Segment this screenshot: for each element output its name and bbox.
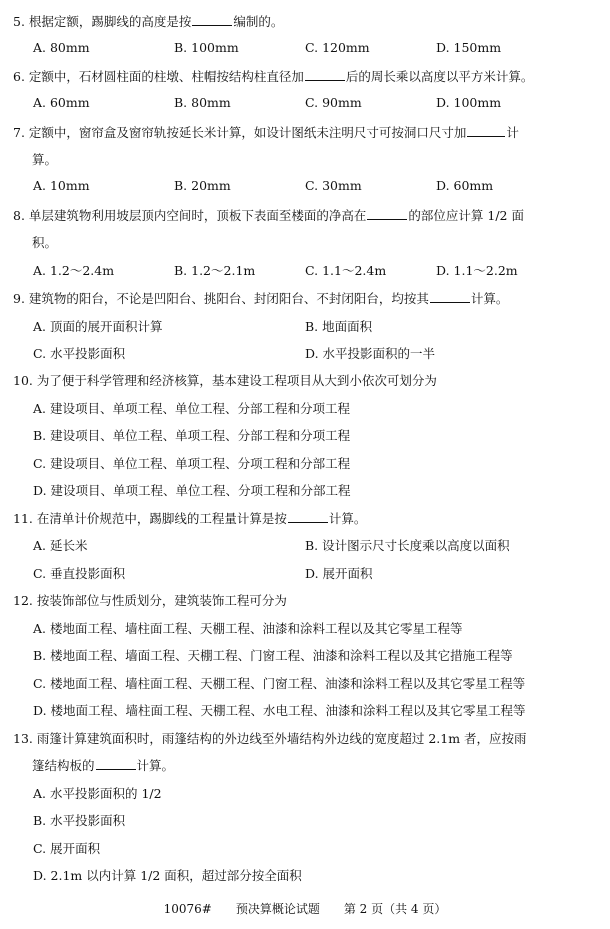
option-a: A. 80mm xyxy=(33,40,90,55)
answer-blank xyxy=(367,207,407,220)
question-11-stem xyxy=(13,509,366,527)
option-c: C. 1.1～2.4m xyxy=(305,263,387,278)
question-5-stem-text-end: 编制的。 xyxy=(233,14,284,29)
option-b: B. 水平投影面积 xyxy=(33,813,126,828)
question-5-stem xyxy=(13,12,283,30)
option-a: A. 楼地面工程、墙柱面工程、天棚工程、油漆和涂料工程以及其它零星工程等 xyxy=(33,621,463,636)
question-7-stem-text-end: 计 xyxy=(506,125,519,140)
option-a: A. 顶面的展开面积计算 xyxy=(33,319,163,334)
option-c: C. 120mm xyxy=(305,40,370,55)
option-d: D. 楼地面工程、墙柱面工程、天棚工程、水电工程、油漆和涂料工程以及其它零星工程等 xyxy=(33,703,526,718)
option-d: D. 60mm xyxy=(436,178,494,193)
option-b: B. 设计图示尺寸长度乘以高度以面积 xyxy=(305,538,510,553)
question-6-stem-text: 6. 定额中，石材圆柱面的柱墩、柱帽按结构柱直径加 xyxy=(13,69,304,84)
question-12-stem: 12. 按装饰部位与性质划分，建筑装饰工程可分为 xyxy=(13,593,287,608)
option-a: A. 60mm xyxy=(33,95,90,110)
option-d: D. 展开面积 xyxy=(305,566,373,581)
question-11-stem-text: 11. 在清单计价规范中，踢脚线的工程量计算是按 xyxy=(13,511,287,526)
question-13-stem-continued xyxy=(32,756,174,774)
option-b: B. 20mm xyxy=(174,178,231,193)
option-b: B. 地面面积 xyxy=(305,319,373,334)
option-c: C. 30mm xyxy=(305,178,362,193)
page-footer: 10076# 预决算概论试题 第 2 页（共 4 页） xyxy=(163,902,447,916)
option-c: C. 垂直投影面积 xyxy=(33,566,126,581)
option-c: C. 水平投影面积 xyxy=(33,346,126,361)
option-c: C. 展开面积 xyxy=(33,841,101,856)
option-c: C. 楼地面工程、墙柱面工程、天棚工程、门窗工程、油漆和涂料工程以及其它零星工程等 xyxy=(33,676,526,691)
option-d: D. 150mm xyxy=(436,40,502,55)
answer-blank xyxy=(305,68,345,81)
question-6-stem-text-end: 后的周长乘以高度以平方米计算。 xyxy=(345,69,534,84)
answer-blank xyxy=(192,13,232,26)
option-a: A. 10mm xyxy=(33,178,90,193)
question-11-stem-text-end: 计算。 xyxy=(328,511,367,526)
option-b: B. 80mm xyxy=(174,95,231,110)
question-9-stem xyxy=(13,289,508,307)
question-13-stem: 13. 雨篷计算建筑面积时，雨篷结构的外边线至外墙结构外边线的宽度超过 2.1m 者，应按雨 xyxy=(13,731,527,746)
option-d: D. 水平投影面积的一半 xyxy=(305,346,436,361)
option-c: C. 建设项目、单位工程、单项工程、分项工程和分部工程 xyxy=(33,456,351,471)
answer-blank xyxy=(96,757,136,770)
question-10-stem: 10. 为了便于科学管理和经济核算，基本建设工程项目从大到小依次可划分为 xyxy=(13,373,437,388)
option-a: A. 建设项目、单项工程、单位工程、分部工程和分项工程 xyxy=(33,401,350,416)
answer-blank xyxy=(430,290,470,303)
question-9-stem-text: 9. 建筑物的阳台，不论是凹阳台、挑阳台、封闭阳台、不封闭阳台，均按其 xyxy=(13,291,429,306)
question-8-stem xyxy=(13,206,524,224)
option-d: D. 1.1～2.2m xyxy=(436,263,518,278)
option-d: D. 2.1m 以内计算 1/2 面积，超过部分按全面积 xyxy=(33,868,302,883)
answer-blank xyxy=(467,124,505,137)
option-d: D. 100mm xyxy=(436,95,502,110)
option-a: A. 水平投影面积的 1/2 xyxy=(33,786,162,801)
option-a: A. 延长米 xyxy=(33,538,88,553)
option-b: B. 1.2～2.1m xyxy=(174,263,256,278)
question-7-stem-text: 7. 定额中，窗帘盒及窗帘轨按延长米计算，如设计图纸未注明尺寸可按洞口尺寸加 xyxy=(13,125,467,140)
option-d: D. 建设项目、单项工程、单位工程、分项工程和分部工程 xyxy=(33,483,351,498)
option-a: A. 1.2～2.4m xyxy=(33,263,115,278)
question-8-stem-text: 8. 单层建筑物利用坡层顶内空间时，顶板下表面至楼面的净高在 xyxy=(13,208,367,223)
option-b: B. 建设项目、单位工程、单项工程、分部工程和分项工程 xyxy=(33,428,351,443)
question-13-stem-text-end: 计算。 xyxy=(136,758,175,773)
question-8-stem-continued: 积。 xyxy=(32,235,58,250)
question-5-stem-text: 5. 根据定额，踢脚线的高度是按 xyxy=(13,14,192,29)
question-8-stem-text-end: 的部位应计算 1/2 面 xyxy=(408,208,524,223)
option-b: B. 100mm xyxy=(174,40,239,55)
option-c: C. 90mm xyxy=(305,95,362,110)
question-9-stem-text-end: 计算。 xyxy=(470,291,509,306)
question-7-stem-continued: 算。 xyxy=(32,152,58,167)
question-6-stem xyxy=(13,67,533,85)
question-13-stem-text: 篷结构板的 xyxy=(32,758,95,773)
answer-blank xyxy=(288,510,328,523)
question-7-stem xyxy=(13,123,519,141)
option-b: B. 楼地面工程、墙面工程、天棚工程、门窗工程、油漆和涂料工程以及其它措施工程等 xyxy=(33,648,513,663)
